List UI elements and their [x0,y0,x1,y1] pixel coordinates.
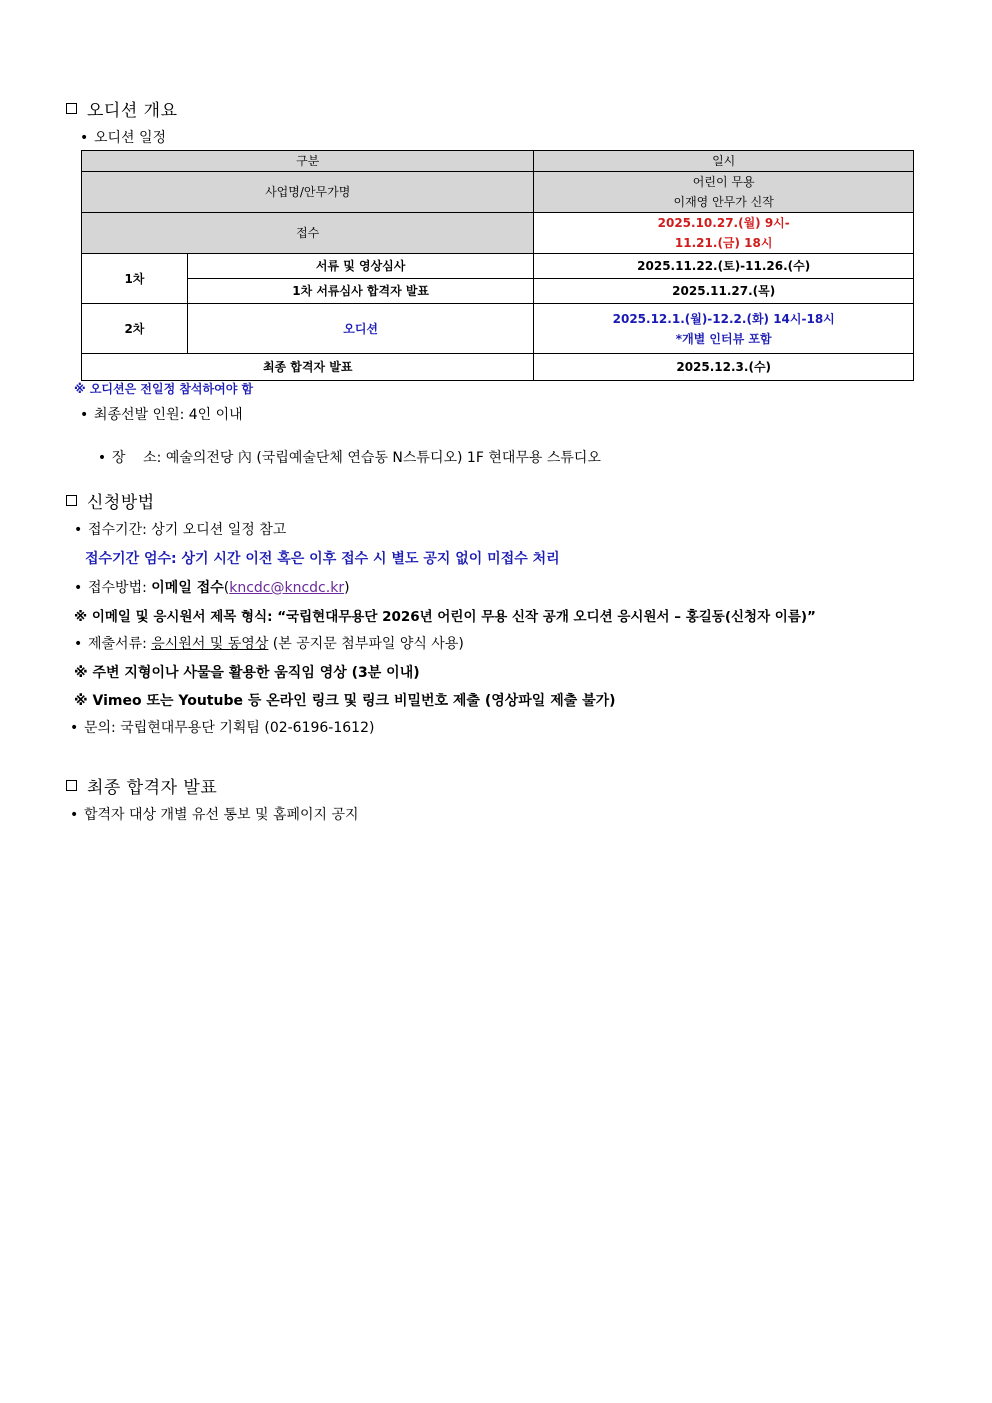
headcount-text: 최종선발 인원: 4인 이내 [94,407,243,423]
contact-text: 문의: 국립현대무용단 기획팀 (02-6196-1612) [84,720,375,736]
docs-prefix: 제출서류: [88,636,152,652]
table-row [82,172,914,213]
project-name-cell [534,172,914,213]
notice-text: 합격자 대상 개별 유선 통보 및 홈페이지 공지 [84,807,359,823]
checkbox-square-icon [66,495,77,506]
section-final-announcement-heading [66,773,217,798]
subject-format-note: ※ 이메일 및 응시원서 제목 형식: “국립현대무용단 2026년 어린이 무용 신작 공개 오디션 응시원서 – 홍길동(신청자 이름)” [74,609,816,625]
method-prefix: 접수방법: [88,580,152,596]
schedule-label: 오디션 일정 [94,130,167,146]
attendance-note: ※ 오디션은 전일정 참석하여야 함 [74,382,254,396]
bullet-icon: • [74,522,83,538]
final-label: 최종 합격자 발표 [82,354,534,381]
round2-date-cell [534,304,914,354]
table-row [82,254,914,279]
header-category: 구분 [82,151,534,172]
project-line-2: 이재영 안무가 신작 [673,195,774,209]
location-text: 장 소: 예술의전당 內 (국립예술단체 연습동 N스튜디오) 1F 현대무용 스튜디오 [111,450,601,466]
bullet-icon: • [97,450,107,466]
contact-line [70,717,374,737]
period-line [74,519,286,539]
table-header-row [82,151,914,172]
reception-date-cell [534,213,914,254]
checkbox-square-icon [66,103,77,114]
project-line-1: 어린이 무용 [692,175,755,189]
section-application-heading [66,488,155,513]
round2-item: 오디션 [187,304,534,354]
link-note: ※ Vimeo 또는 Youtube 등 온라인 링크 및 링크 비밀번호 제출 (영상파일 제출 불가) [74,693,616,709]
method-bold: 이메일 접수 [151,580,224,596]
checkbox-square-icon [66,780,77,791]
video-note: ※ 주변 지형이나 사물을 활용한 움직임 영상 (3분 이내) [74,665,420,681]
final-date: 2025.12.3.(수) [534,354,914,381]
section-title: 신청방법 [87,493,155,513]
method-paren-open: ( [223,580,230,596]
table-row [82,304,914,354]
schedule-label-line [80,127,166,147]
audition-schedule-table [81,150,914,381]
project-label: 사업명/안무가명 [82,172,534,213]
reception-label: 접수 [82,213,534,254]
bullet-icon: • [80,130,89,146]
email-link[interactable]: kncdc@kncdc.kr [229,580,345,596]
period-strict-notice: 접수기간 엄수: 상기 시간 이전 혹은 이후 접수 시 별도 공지 없이 미접수 처리 [85,551,560,567]
reception-line-2: 11.21.(금) 18시 [674,236,773,250]
section-title: 최종 합격자 발표 [87,778,218,798]
table-row [82,354,914,381]
bullet-icon: • [74,636,83,652]
round2-date-line-1: 2025.12.1.(월)-12.2.(화) 14시-18시 [612,311,835,326]
docs-suffix: (본 공지문 첨부파일 양식 사용) [268,636,464,652]
round2-label: 2차 [82,304,188,354]
notice-line [70,804,359,824]
headcount-line [80,404,243,424]
method-line [74,577,350,597]
bullet-icon: • [70,720,79,736]
bullet-icon: • [74,580,83,596]
round1-item-1: 서류 및 영상심사 [187,254,534,279]
round1-item-2: 1차 서류심사 합격자 발표 [187,279,534,304]
method-paren-close: ) [344,580,350,596]
period-text: 접수기간: 상기 오디션 일정 참고 [88,522,287,538]
location-line [80,431,601,483]
section-audition-overview-heading [66,96,178,121]
round1-label: 1차 [82,254,188,304]
header-date: 일시 [534,151,914,172]
docs-main: 응시원서 및 동영상 [151,636,269,652]
section-title: 오디션 개요 [87,101,178,121]
bullet-icon: • [70,807,79,823]
round1-date-2: 2025.11.27.(목) [534,279,914,304]
docs-line [74,633,464,653]
table-row [82,279,914,304]
bullet-icon: • [80,407,89,423]
table-row [82,213,914,254]
reception-line-1: 2025.10.27.(월) 9시- [657,216,790,230]
round2-date-line-2: *개별 인터뷰 포함 [675,331,772,346]
round1-date-1: 2025.11.22.(토)-11.26.(수) [534,254,914,279]
